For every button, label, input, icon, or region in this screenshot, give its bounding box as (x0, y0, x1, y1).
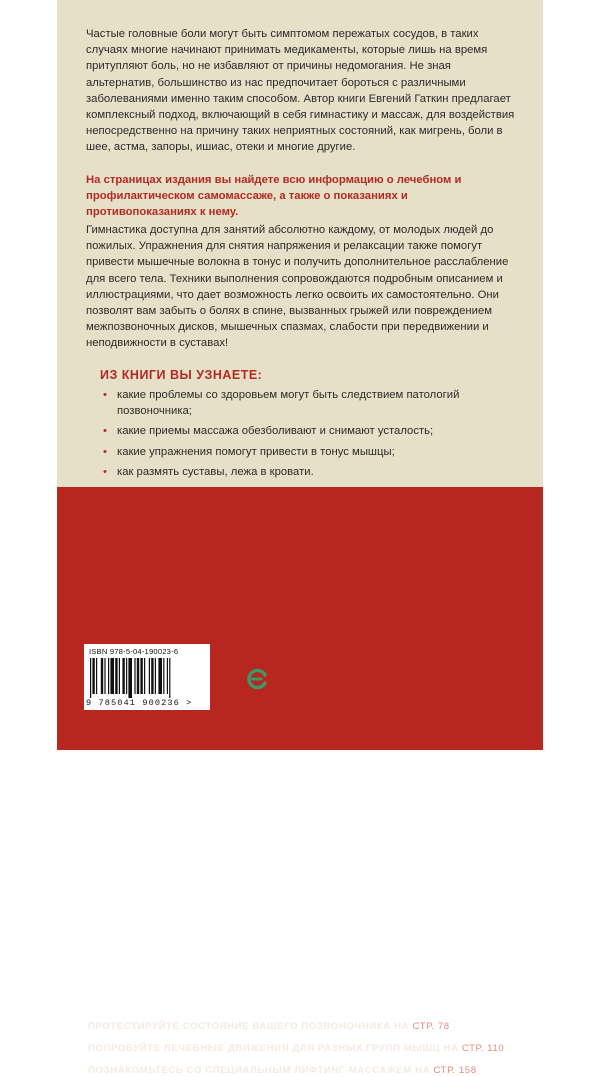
eksmo-logo-icon (245, 666, 269, 692)
list-item: • какие проблемы со здоровьем могут быть следствием патологий позвоночника; (103, 389, 460, 418)
promo-line: ПОПРОБУЙТЕ ЛЕЧЕБНЫЕ ДВИЖЕНИЯ ДЛЯ РАЗНЫХ ГРУПП МЫШЦ НА СТР. 110 (88, 1043, 505, 1054)
barcode-label (84, 644, 210, 710)
list-item: • какие упражнения помогут привести в тонус мышцы; (102, 444, 522, 460)
bullet-icon: • (103, 425, 107, 438)
promo-band (57, 487, 543, 1076)
barcode-icon (90, 658, 204, 698)
page-reference: СТР. 78 (412, 1021, 450, 1032)
isbn-text: ISBN 978-5-04-190023-6 (89, 647, 179, 656)
learn-list (102, 387, 522, 484)
promo-line: ПОЗНАКОМЬТЕСЬ СО СПЕЦИАЛЬНЫМ ЛИФТИНГ-МАССАЖЕМ НА СТР. 158 (88, 1065, 477, 1076)
list-item: • какие приемы массажа обезболивают и снимают усталость; (102, 423, 522, 439)
highlight-paragraph: На страницах издания вы найдете всю информацию о лечебном и профилактическом самомассаже, а также о показаниях и противопоказаниях к нему. (86, 174, 462, 219)
barcode-digits: 9 785041 900236 > (86, 698, 193, 708)
text-panel (57, 0, 543, 487)
page-reference: СТР. 158 (433, 1065, 477, 1076)
book-back-cover (57, 0, 543, 1076)
page-reference: СТР. 110 (461, 1043, 505, 1054)
bullet-icon: • (103, 389, 107, 401)
bullet-icon: • (103, 445, 107, 458)
bullet-icon: • (103, 465, 107, 478)
promo-line: ПРОТЕСТИРУЙТЕ СОСТОЯНИЕ ВАШЕГО ПОЗВОНОЧНИКА НА СТР. 78 (88, 1021, 450, 1032)
list-item: • как размять суставы, лежа в кровати. (102, 464, 522, 480)
description-paragraph: Частые головные боли могут быть симптомом пережатых сосудов, в таких случаях многие начинают принимать медикаменты, которые лишь на время притупляют боль, но не избавляют от причины недомогания. Не зная альтернатив, большинство из нас предпочитает бороться с различными заболеваниями именно таким способом. Автор книги Евгений Гаткин предлагает комплексный подход, включающий в себя гимнастику и массаж, для воздействия непосредственно на причину таких неприятных состояний, как мигрень, боли в шее, астма, запоры, ишиас, отеки и многие другие. (86, 28, 515, 154)
gymnastics-paragraph: Гимнастика доступна для занятий абсолютно каждому, от молодых людей до пожилых. Упражнения для снятия напряжения и релаксации также помогут привести мышечные волокна в тонус и получить дополнительное расслабление для всего тела. Техники выполнения сопровождаются подробным описанием и иллюстрациями, что дает возможность легко освоить их самостоятельно. Они позволят вам забыть о болях в спине, вызванных грыжей или повреждением межпозвоночных дисков, мышечных спазмах, слабости при передвижении и неподвижности в суставах! (86, 224, 509, 350)
learn-heading: ИЗ КНИГИ ВЫ УЗНАЕТЕ: (100, 368, 263, 382)
